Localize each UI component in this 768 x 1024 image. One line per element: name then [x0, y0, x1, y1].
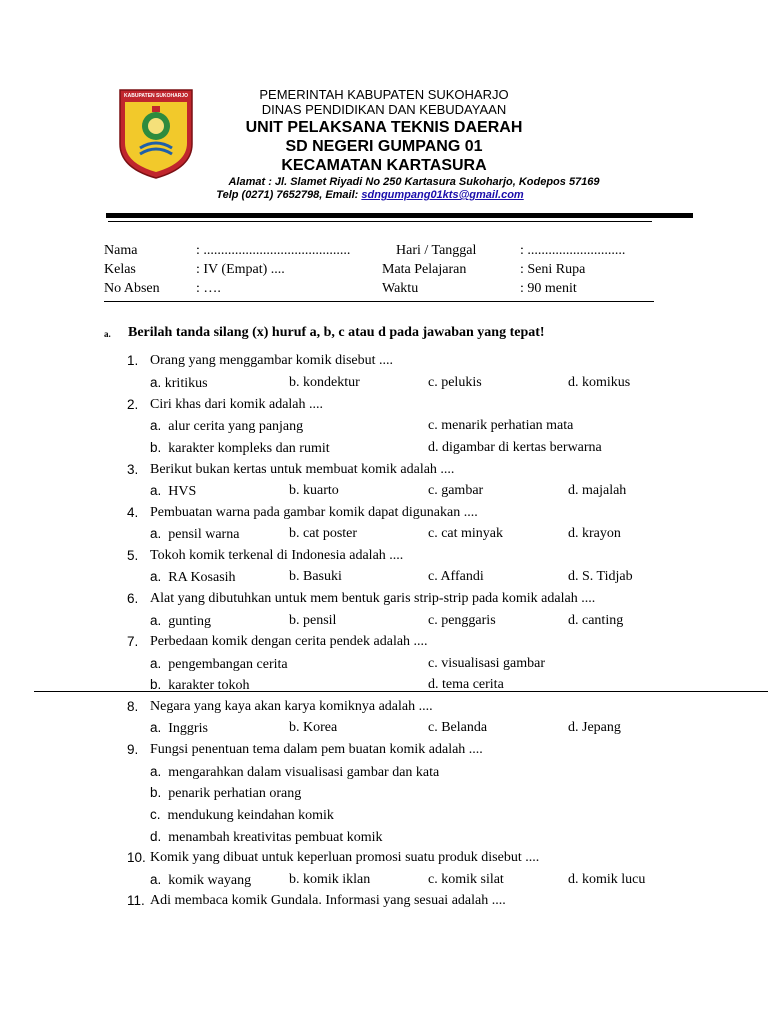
question-number: 10. [127, 850, 146, 865]
option-d[interactable]: d. Jepang [568, 720, 621, 735]
logo-text: KABUPATEN SUKOHARJO [124, 93, 188, 99]
question-number: 8. [127, 699, 139, 714]
question-text: Tokoh komik terkenal di Indonesia adalah .... [150, 548, 404, 563]
question-item [127, 548, 138, 565]
option-b[interactable]: b. pensil [289, 613, 337, 628]
kelas-label: Kelas [104, 262, 136, 277]
option-a[interactable]: a. pengembangan cerita [150, 656, 288, 672]
option-c[interactable]: c. Affandi [428, 569, 484, 584]
option-c[interactable]: c. mendukung keindahan komik [150, 807, 334, 823]
option-d[interactable]: d. canting [568, 613, 624, 628]
question-number: 9. [127, 742, 139, 757]
question-text: Perbedaan komik dengan cerita pendek adalah .... [150, 634, 428, 649]
question-item [127, 699, 138, 716]
option-b[interactable]: b. karakter tokoh [150, 677, 250, 693]
header-phone: Telp (0271) 7652798, Email: [216, 189, 362, 201]
question-item [127, 397, 138, 414]
option-d[interactable]: d. majalah [568, 483, 627, 498]
option-c[interactable]: c. Belanda [428, 720, 488, 735]
nama-field[interactable]: : .......................................... [196, 243, 351, 258]
option-d[interactable]: d. komik lucu [568, 872, 646, 887]
option-b[interactable]: b. Basuki [289, 569, 342, 584]
question-item [127, 634, 138, 651]
option-a[interactable]: a. HVS [150, 483, 197, 499]
option-c[interactable]: c. cat minyak [428, 526, 504, 541]
option-a[interactable]: a. alur cerita yang panjang [150, 418, 304, 434]
header-school: SD NEGERI GUMPANG 01 [285, 138, 483, 155]
section-letter: a. [104, 329, 111, 339]
option-a[interactable]: a. kritikus [150, 375, 208, 391]
question-text: Orang yang menggambar komik disebut .... [150, 353, 394, 368]
mapel-value: : Seni Rupa [520, 262, 586, 277]
option-d[interactable]: d. menambah kreativitas pembuat komik [150, 829, 383, 845]
question-item [127, 591, 138, 608]
option-a[interactable]: a. komik wayang [150, 872, 252, 888]
question-text: Fungsi penentuan tema dalam pem buatan komik adalah .... [150, 742, 483, 757]
question-text: Adi membaca komik Gundala. Informasi yang sesuai adalah .... [150, 893, 506, 908]
question-text: Negara yang kaya akan karya komiknya adalah .... [150, 699, 433, 714]
option-c[interactable]: c. komik silat [428, 872, 504, 887]
option-c[interactable]: c. visualisasi gambar [428, 656, 546, 671]
option-b[interactable]: b. Korea [289, 720, 338, 735]
option-b[interactable]: b. kuarto [289, 483, 339, 498]
section-instruction: Berilah tanda silang (x) huruf a, b, c atau d pada jawaban yang tepat! [128, 325, 545, 340]
info-divider [104, 301, 654, 302]
header-address: Alamat : Jl. Slamet Riyadi No 250 Kartasura Sukoharjo, Kodepos 57169 [228, 176, 600, 188]
question-item [127, 353, 138, 370]
hari-field[interactable]: : ............................ [520, 243, 626, 258]
option-a[interactable]: a. RA Kosasih [150, 569, 236, 585]
option-c[interactable]: c. penggaris [428, 613, 496, 628]
option-b[interactable]: b. kondektur [289, 375, 360, 390]
question-text: Komik yang dibuat untuk keperluan promosi suatu produk disebut .... [150, 850, 540, 865]
header-department: DINAS PENDIDIKAN DAN KEBUDAYAAN [261, 102, 507, 117]
option-b[interactable]: b. penarik perhatian orang [150, 785, 302, 801]
question-item [127, 505, 138, 522]
option-a[interactable]: a. Inggris [150, 720, 208, 736]
question-number: 6. [127, 591, 139, 606]
question-item [127, 742, 138, 759]
header-government: PEMERINTAH KABUPATEN SUKOHARJO [259, 87, 509, 102]
option-c[interactable]: c. pelukis [428, 375, 482, 390]
hari-label: Hari / Tanggal [396, 243, 477, 258]
question-number: 3. [127, 462, 139, 477]
option-b[interactable]: b. komik iklan [289, 872, 371, 887]
option-b[interactable]: b. cat poster [289, 526, 358, 541]
waktu-value: : 90 menit [520, 281, 577, 296]
option-c[interactable]: c. gambar [428, 483, 484, 498]
option-d[interactable]: d. komikus [568, 375, 631, 390]
option-d[interactable]: d. tema cerita [428, 677, 504, 692]
question-text: Alat yang dibutuhkan untuk mem bentuk garis strip-strip pada komik adalah .... [150, 591, 596, 606]
option-a[interactable]: a. gunting [150, 613, 212, 629]
absen-label: No Absen [104, 281, 160, 296]
option-b[interactable]: b. karakter kompleks dan rumit [150, 440, 330, 456]
question-text: Berikut bukan kertas untuk membuat komik adalah .... [150, 462, 455, 477]
question-item [127, 850, 146, 867]
question-item [127, 893, 145, 910]
question-item [127, 462, 138, 479]
question-number: 7. [127, 634, 139, 649]
waktu-label: Waktu [382, 281, 419, 296]
header-district: KECAMATAN KARTASURA [281, 157, 487, 174]
option-a[interactable]: a. mengarahkan dalam visualisasi gambar dan kata [150, 764, 440, 780]
option-d[interactable]: d. krayon [568, 526, 621, 541]
page-break-line [34, 691, 768, 692]
option-d[interactable]: d. digambar di kertas berwarna [428, 440, 602, 455]
question-number: 11. [127, 893, 145, 908]
question-number: 4. [127, 505, 139, 520]
header-contact [0, 189, 754, 201]
email-link[interactable]: sdngumpang01kts@gmail.com [361, 189, 524, 201]
nama-label: Nama [104, 243, 138, 258]
absen-field[interactable]: : …. [196, 281, 221, 296]
question-number: 2. [127, 397, 139, 412]
header-unit: UNIT PELAKSANA TEKNIS DAERAH [245, 119, 523, 136]
option-a[interactable]: a. pensil warna [150, 526, 240, 542]
question-text: Pembuatan warna pada gambar komik dapat digunakan .... [150, 505, 478, 520]
mapel-label: Mata Pelajaran [382, 262, 467, 277]
question-number: 1. [127, 353, 139, 368]
option-c[interactable]: c. menarik perhatian mata [428, 418, 574, 433]
header-divider-thick [106, 213, 693, 218]
header-divider-thin [108, 221, 652, 222]
option-d[interactable]: d. S. Tidjab [568, 569, 633, 584]
kelas-field[interactable]: : IV (Empat) .... [196, 262, 285, 277]
question-text: Ciri khas dari komik adalah .... [150, 397, 324, 412]
question-number: 5. [127, 548, 139, 563]
